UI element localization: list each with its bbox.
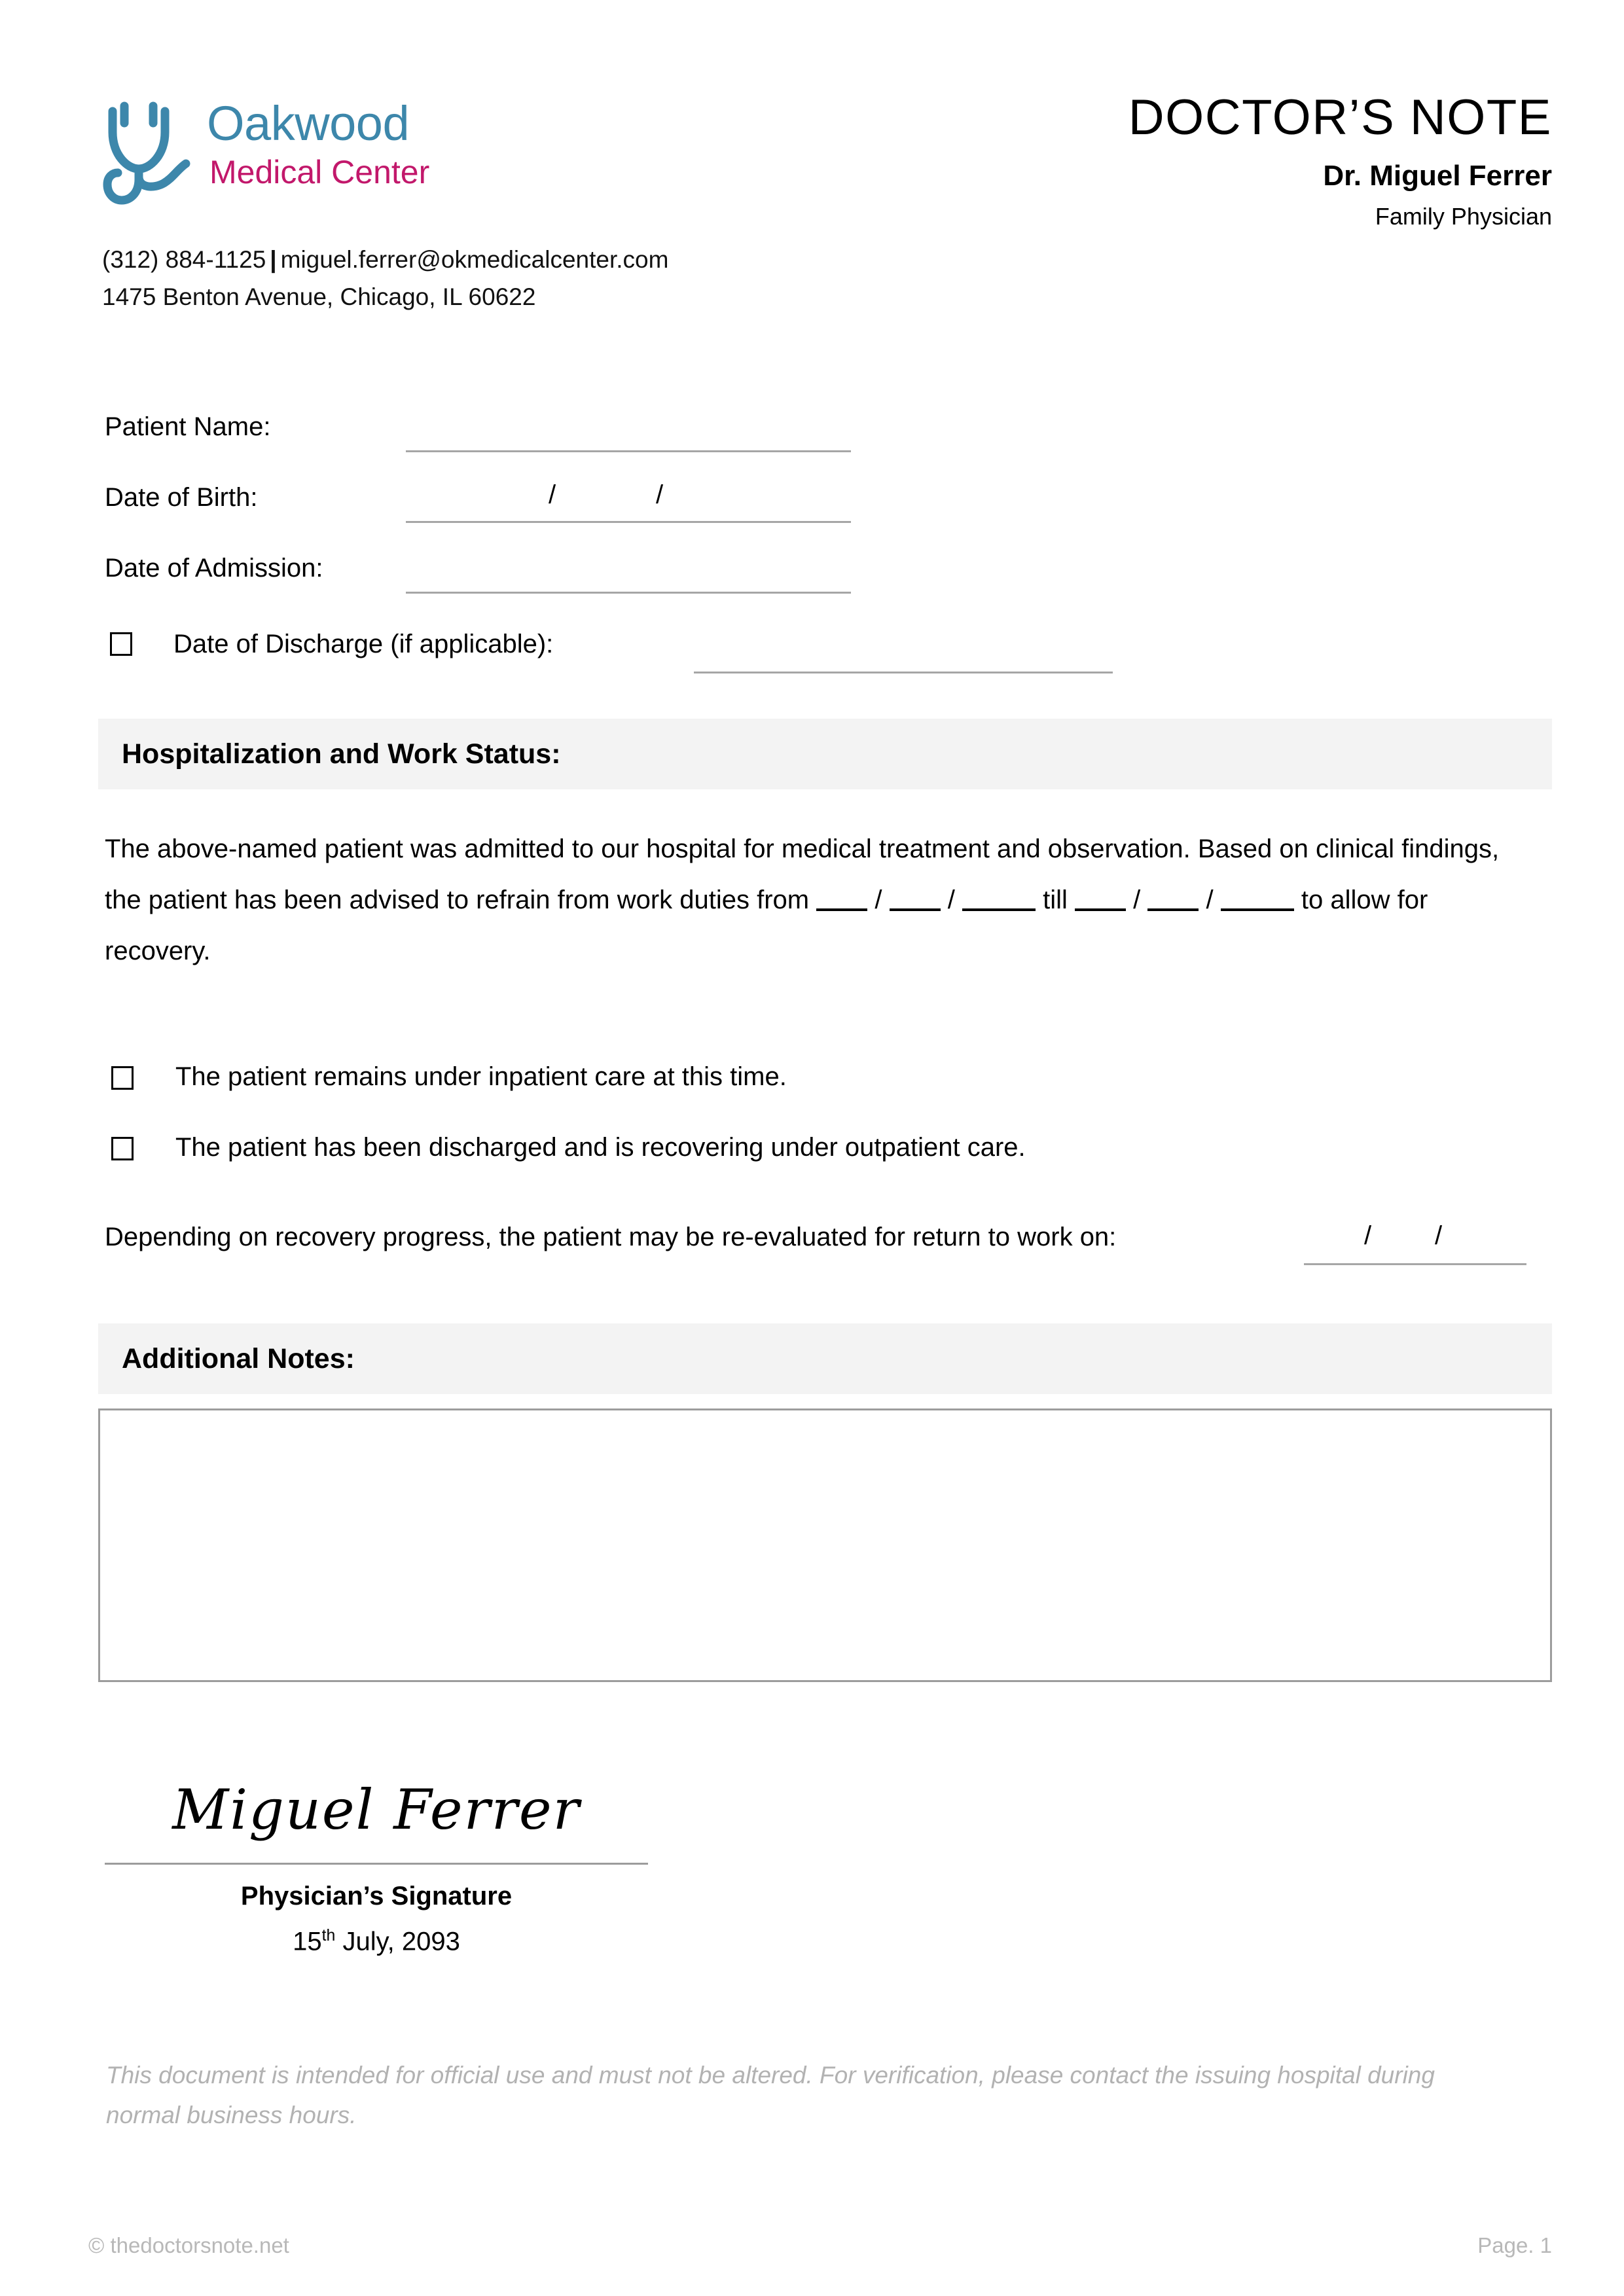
field-date-of-discharge [105,624,1526,696]
from-slash-2: / [947,886,955,914]
footer-page-number: Page. 1 [1477,2233,1552,2257]
inpatient-checkbox[interactable] [111,1066,134,1090]
option-inpatient[interactable] [105,1057,1525,1128]
signature-date-suffix: th [321,1927,336,1945]
signature-date-day: 15 [293,1927,322,1956]
status-options [105,1057,1525,1198]
till-date-month-blank[interactable] [1147,908,1199,911]
contact-info [102,241,668,316]
reevaluation-slash-1: / [1364,1221,1372,1250]
street-address: 1475 Benton Avenue, Chicago, IL 60622 [102,283,536,311]
field-date-of-birth [105,476,1526,547]
reevaluation-slash-2: / [1435,1221,1443,1250]
discharge-checkbox[interactable] [110,632,132,656]
signature-date-rest: July, 2093 [335,1927,460,1956]
till-word: till [1043,886,1068,914]
document-header [98,90,1552,311]
paragraph-text-part-2: to allow for recovery. [105,886,1428,965]
page-footer [88,2233,1552,2258]
patient-name-label: Patient Name: [105,412,271,441]
date-of-birth-label: Date of Birth: [105,483,258,512]
till-date-year-blank[interactable] [1221,908,1294,911]
additional-notes-textarea[interactable] [98,1408,1552,1682]
title-block [1128,92,1552,230]
date-of-admission-input[interactable] [406,592,851,594]
dob-slash-2: / [656,480,664,509]
contact-line-1 [102,241,668,278]
patient-fields [105,406,1526,696]
date-of-admission-label: Date of Admission: [105,554,323,583]
section-header-hospitalization [98,719,1552,789]
hospitalization-paragraph [105,823,1525,977]
doctor-role: Family Physician [1375,202,1552,230]
from-date-year-blank[interactable] [962,908,1036,911]
doctor-name: Dr. Miguel Ferrer [1323,159,1552,192]
phone-number: (312) 884-1125 [102,246,266,273]
page-title: DOCTOR’S NOTE [1128,90,1552,145]
brand-text [207,92,430,191]
email-address[interactable]: miguel.ferrer@okmedicalcenter.com [280,246,669,273]
inpatient-label: The patient remains under inpatient care at this time. [175,1062,787,1091]
till-date-day-blank[interactable] [1075,908,1126,911]
outpatient-checkbox[interactable] [111,1137,134,1160]
date-of-birth-input[interactable] [406,521,851,523]
signature-block [105,1761,648,1956]
field-date-of-admission [105,547,1526,618]
date-of-discharge-label: Date of Discharge (if applicable): [173,630,554,658]
signature-image: Miguel Ferrer [172,1778,581,1842]
option-outpatient[interactable] [105,1128,1525,1198]
reevaluation-label: Depending on recovery progress, the patient may be re-evaluated for return to work on: [105,1223,1117,1251]
patient-name-input[interactable] [406,450,851,452]
from-date-month-blank[interactable] [890,908,941,911]
paragraph-text-part-1: The above-named patient was admitted to our hospital for medical treatment and observation. Based on clinical findings, the patient has been advised to refrain from work duties from [105,834,1500,914]
footer-copyright: © thedoctorsnote.net [88,2233,289,2257]
from-slash-1: / [875,886,882,914]
section-title-hospitalization: Hospitalization and Work Status: [122,738,561,770]
brand-subtitle: Medical Center [209,154,430,191]
signature-line [105,1863,648,1865]
outpatient-label: The patient has been discharged and is recovering under outpatient care. [175,1133,1026,1162]
dob-slash-1: / [549,480,556,509]
from-date-day-blank[interactable] [816,908,867,911]
signature-date [105,1927,648,1956]
brand-name: Oakwood [207,96,410,151]
contact-separator: | [270,246,277,273]
signature-caption: Physician’s Signature [240,1882,513,1910]
till-slash-1: / [1133,886,1141,914]
field-patient-name [105,406,1526,476]
till-slash-2: / [1206,886,1214,914]
stethoscope-icon [98,96,223,210]
section-header-additional-notes [98,1323,1552,1394]
section-title-additional-notes: Additional Notes: [122,1342,355,1374]
reevaluation-underline [1304,1263,1526,1265]
date-of-discharge-input[interactable] [694,672,1113,673]
brand-block [98,92,429,210]
disclaimer-text: This document is intended for official use and must not be altered. For verification, please contact the issuing hospital during normal business hours. [106,2062,1435,2129]
